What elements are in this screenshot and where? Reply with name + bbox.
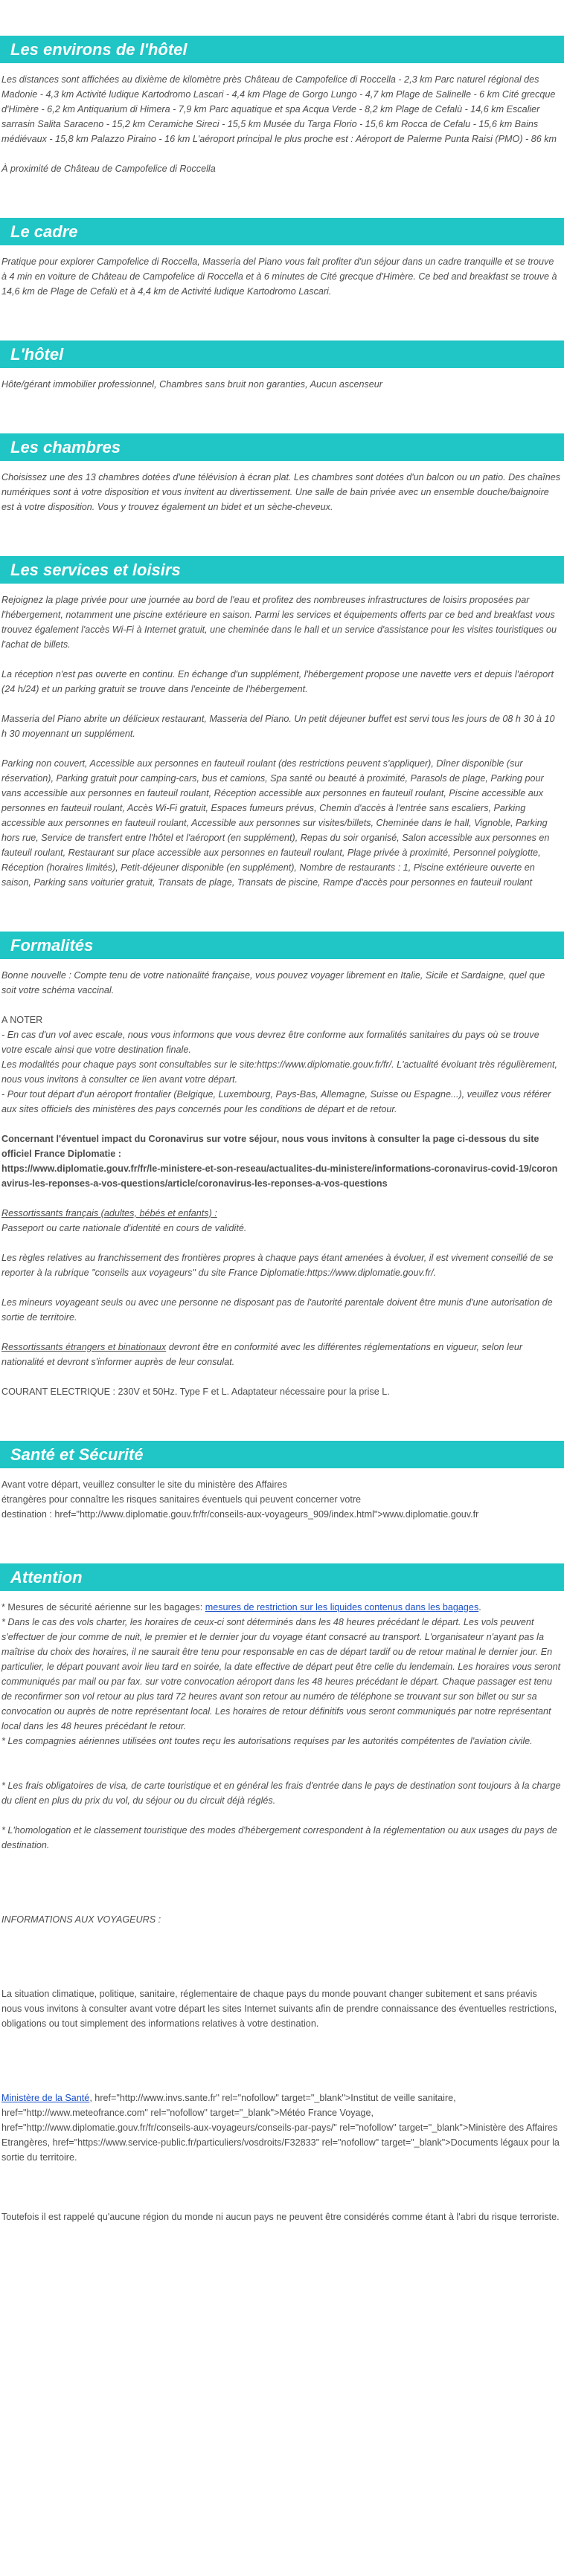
sante-line-3: destination : href="http://www.diplomatie.gouv.fr/fr/conseils-aux-voyageurs_909/index.html">www.diplomatie.gouv.fr <box>1 1509 479 1520</box>
attention-info-2: nous vous invitons à consulter avant votre départ les sites Internet suivants afin de prendre connaissance des éventuelles restrictions, obligations ou tout simplement des informations relatives à votre destination. <box>1 2004 557 2029</box>
services-paragraph-2: La réception n'est pas ouverte en continu. En échange d'un supplément, l'hébergement propose une navette vers et depuis l'aéroport (24 h/24) et un parking gratuit se trouve dans l'enceinte de l'hébergement. <box>1 669 554 694</box>
section-title-services: Les services et loisirs <box>0 556 564 584</box>
attention-mesures-bagages <box>1 1600 561 1615</box>
attention-links-text: , href="http://www.invs.sante.fr" rel="nofollow" target="_blank">Institut de veille sanitaire, href="http://www.meteofrance.com" rel="nofollow" target="_blank">Météo France Voyage, href="http://www.diplomatie.gouv.fr/fr/conseils-aux-voyageurs/conseils-par-pays/" rel="nofollow" target="_blank">Ministère des Affaires Etrangères, href="https://www.service-public.fr/particuliers/vosdroits/F32833" rel="nofollow" target="_blank">Documents légaux pour la sortie du territoire. <box>1 2093 560 2163</box>
section-title-environs: Les environs de l'hôtel <box>0 36 564 63</box>
chambres-text: Choisissez une des 13 chambres dotées d'une télévision à écran plat. Les chambres sont dotées d'un balcon ou un patio. Des chaînes numériques sont à votre disposition et vous invitent au divertissement. Une salle de bain privée avec un ensemble douche/baignoire est à votre disposition. Vous y trouvez également un bidet et un sèche-cheveux. <box>1 472 561 512</box>
formalites-noter-3: - Pour tout départ d'un aéroport frontalier (Belgique, Luxembourg, Pays-Bas, Allemagne, Suisse ou Espagne...), veuillez vous référer aux sites officiels des ministères des pays concernés pour les conditions de départ et de retour. <box>1 1089 551 1114</box>
attention-info-1: La situation climatique, politique, sanitaire, réglementaire de chaque pays du monde pouvant changer subitement et sans préavis <box>1 1989 537 1999</box>
section-title-formalites: Formalités <box>0 932 564 959</box>
formalites-noter-title: A NOTER <box>1 1015 43 1025</box>
attention-homologation: * L'homologation et le classement touristique des modes d'hébergement correspondent à la réglementation ou aux usages du pays de destination. <box>1 1825 557 1850</box>
formalites-regles: Les règles relatives au franchissement des frontières propres à chaque pays étant amenées à évoluer, il est vivement conseillé de se reporter à la rubrique "conseils aux voyageurs" du site France Diplomatie:https://www.diplomatie.gouv.fr/. <box>1 1253 554 1278</box>
section-formalites <box>0 932 564 1399</box>
environs-proximity: À proximité de Château de Campofelice di Roccella <box>1 164 216 174</box>
liquids-restriction-link[interactable]: mesures de restriction sur les liquides contenus dans les bagages <box>205 1602 479 1613</box>
attention-mesures-prefix: * Mesures de sécurité aérienne sur les bagages: <box>1 1602 205 1613</box>
attention-frais-visa: * Les frais obligatoires de visa, de carte touristique et en général les frais d'entrée dans le pays de destination sont toujours à la charge du client en plus du prix du vol, du séjour ou du circuit déjà réglés. <box>1 1781 561 1806</box>
attention-links <box>1 2091 561 2165</box>
services-amenities-list: Parking non couvert, Accessible aux personnes en fauteuil roulant (des restrictions peuvent s'appliquer), Dîner disponible (sur réservation), Parking gratuit pour camping-cars, bus et camions, Spa santé ou beauté à proximité, Parasols de plage, Parking pour vans accessible aux personnes en fauteuil roulant, Réception accessible aux personnes en fauteuil roulant, Piscine accessible aux personnes en fauteuil roulant, Accès Wi-Fi gratuit, Espaces fumeurs prévus, Chemin d'accès à l'entrée sans escaliers, Parking accessible aux personnes en fauteuil roulant, Accessible aux personnes sur visites/billets, Cheminée dans le hall, Vignoble, Parking hors rue, Service de transfert entre l'hôtel et l'aéroport (en supplément), Repas du soir organisé, Salon accessible aux personnes en fauteuil roulant, Restaurant sur place accessible aux personnes en fauteuil roulant, Plage privée à proximité, Personnel polyglotte, Réception (horaires limités), Petit-déjeuner disponible (en supplément), Nombre de restaurants : 1, Piscine extérieure ouverte en saison, Parking sans voiturier gratuit, Transats de plage, Transats de piscine, Rampe d'accès pour personnes en fauteuil roulant <box>1 758 550 888</box>
environs-text: Les distances sont affichées au dixième de kilomètre près Château de Campofelice di Roccella - 2,3 km Parc naturel régional des Madonie - 4,3 km Activité ludique Kartodromo Lascari - 4,4 km Plage de Gorgo Lungo - 4,7 km Plage de Salinelle - 6 km Cité grecque d'Himère - 6,2 km Antiquarium di Himera - 7,9 km Parc aquatique et spa Acqua Verde - 8,2 km Plage de Cefalù - 14,6 km Escalier sarrasin Salita Saraceno - 15,2 km Ceramiche Sireci - 15,5 km Musée du Targa Florio - 15,6 km Rocca de Cefalu - 15,6 km Bains médiévaux - 15,8 km Palazzo Piraino - 16 km L'aéroport principal le plus proche est : Aéroport de Palerme Punta Raisi (PMO) - 86 km <box>1 74 557 144</box>
cadre-text: Pratique pour explorer Campofelice di Roccella, Masseria del Piano vous fait profiter d'un séjour dans un cadre tranquille et se trouve à 4 min en voiture de Château de Campofelice di Roccella et à 6 minutes de Cité grecque d'Himère. Ce bed and breakfast se trouve à 14,6 km de Plage de Cefalù et à 4,4 km de Activité ludique Kartodromo Lascari. <box>1 256 557 297</box>
section-cadre <box>0 218 564 299</box>
section-sante <box>0 1441 564 1522</box>
section-title-cadre: Le cadre <box>0 218 564 245</box>
section-chambres <box>0 433 564 514</box>
section-title-chambres: Les chambres <box>0 433 564 461</box>
sante-line-2: étrangères pour connaître les risques sanitaires éventuels qui peuvent concerner votre <box>1 1494 362 1505</box>
section-title-sante: Santé et Sécurité <box>0 1441 564 1468</box>
attention-final: Toutefois il est rappelé qu'aucune région du monde ni aucun pays ne peuvent être considérés comme étant à l'abri du risque terroriste. <box>1 2212 560 2222</box>
section-hotel <box>0 340 564 392</box>
formalites-etrangers <box>1 1340 561 1369</box>
formalites-etrangers-title: Ressortissants étrangers et binationaux <box>1 1342 167 1352</box>
formalites-courant: COURANT ELECTRIQUE : 230V et 50Hz. Type F et L. Adaptateur nécessaire pour la prise L. <box>1 1387 390 1397</box>
section-services <box>0 556 564 890</box>
section-attention <box>0 1563 564 2224</box>
formalites-mineurs: Les mineurs voyageant seuls ou avec une personne ne disposant pas de l'autorité parentale doivent être munis d'une autorisation de sortie de territoire. <box>1 1297 553 1323</box>
hotel-text: Hôte/gérant immobilier professionnel, Chambres sans bruit non garanties, Aucun ascenseur <box>1 379 382 390</box>
formalites-intro: Bonne nouvelle : Compte tenu de votre nationalité française, vous pouvez voyager librement en Italie, Sicile et Sardaigne, quel que soit votre schéma vaccinal. <box>1 970 545 995</box>
section-title-hotel: L'hôtel <box>0 340 564 368</box>
ministere-sante-link[interactable]: Ministère de la Santé <box>1 2093 90 2103</box>
attention-mesures-suffix: . <box>478 1602 481 1613</box>
services-paragraph-1: Rejoignez la plage privée pour une journée au bord de l'eau et profitez des nombreuses infrastructures de loisirs proposées par l'hébergement, notamment une piscine extérieure en saison. Parmi les services et équipements offerts par ce bed and breakfast vous trouvez également l'accès Wi-Fi à Internet gratuit, une cheminée dans le hall et un service d'assistance pour les visites touristiques ou l'achat de billets. <box>1 595 557 650</box>
formalites-etrangers-text: devront être en conformité avec les différentes réglementations en vigueur, selon leur nationalité et devront s'informer auprès de leur consulat. <box>1 1342 523 1367</box>
services-paragraph-3: Masseria del Piano abrite un délicieux restaurant, Masseria del Piano. Un petit déjeuner buffet est servi tous les jours de 08 h 30 à 10 h 30 moyennant un supplément. <box>1 714 555 739</box>
section-title-attention: Attention <box>0 1563 564 1591</box>
formalites-noter-2: Les modalités pour chaque pays sont consultables sur le site:https://www.diplomatie.gouv.fr/fr/. L'actualité évoluant très régulièrement, nous vous invitons à consulter ce lien avant votre départ. <box>1 1059 557 1085</box>
sante-line-1: Avant votre départ, veuillez consulter le site du ministère des Affaires <box>1 1479 287 1490</box>
formalites-covid-notice: Concernant l'éventuel impact du Coronavirus sur votre séjour, nous vous invitons à consulter la page ci-dessous du site officiel France Diplomatie : <box>1 1134 539 1159</box>
formalites-fr-title: Ressortissants français (adultes, bébés et enfants) : <box>1 1208 217 1218</box>
attention-info-title: INFORMATIONS AUX VOYAGEURS : <box>1 1914 161 1925</box>
attention-compagnies: * Les compagnies aériennes utilisées ont toutes reçu les autorisations requises par les autorités compétentes de l'aviation civile. <box>1 1736 533 1746</box>
formalites-covid-link[interactable]: https://www.diplomatie.gouv.fr/fr/le-ministere-et-son-reseau/actualites-du-ministere/informations-coronavirus-covid-19/coronavirus-les-reponses-a-vos-questions/article/coronavirus-les-reponses-a-vos-questions <box>1 1163 558 1189</box>
attention-vols-charter: * Dans le cas des vols charter, les horaires de ceux-ci sont déterminés dans les 48 heures précédant le départ. Les vols peuvent s'effectuer de jour comme de nuit, le premier et le dernier jour du voyage étant consacré au transport. L'organisateur n'ayant pas la maîtrise du choix des horaires, il ne saurait être tenu pour responsable en cas de départ tardif ou de retour matinal le dernier jour. En particulier, le départ pouvant avoir lieu tard en soirée, la date effective de départ peut être celle du lendemain. Les horaires vous seront communiqués par mail ou par fax. sur votre convocation aéroport dans les 48 heures précédant le départ. Chaque passager est tenu de reconfirmer son vol retour au plus tard 72 heures avant son retour au numéro de téléphone se trouvant sur son billet ou sur sa convocation ou auprès de notre représentant local. Les horaires de retour définitifs vous seront communiqués par notre représentant local dans les 48 heures précédant le retour. <box>1 1617 561 1731</box>
formalites-noter-1: - En cas d'un vol avec escale, nous vous informons que vous devrez être conforme aux formalités sanitaires du pays où se trouve votre escale ainsi que votre destination finale. <box>1 1030 539 1055</box>
section-environs <box>0 36 564 176</box>
formalites-fr-text: Passeport ou carte nationale d'identité en cours de validité. <box>1 1223 247 1233</box>
